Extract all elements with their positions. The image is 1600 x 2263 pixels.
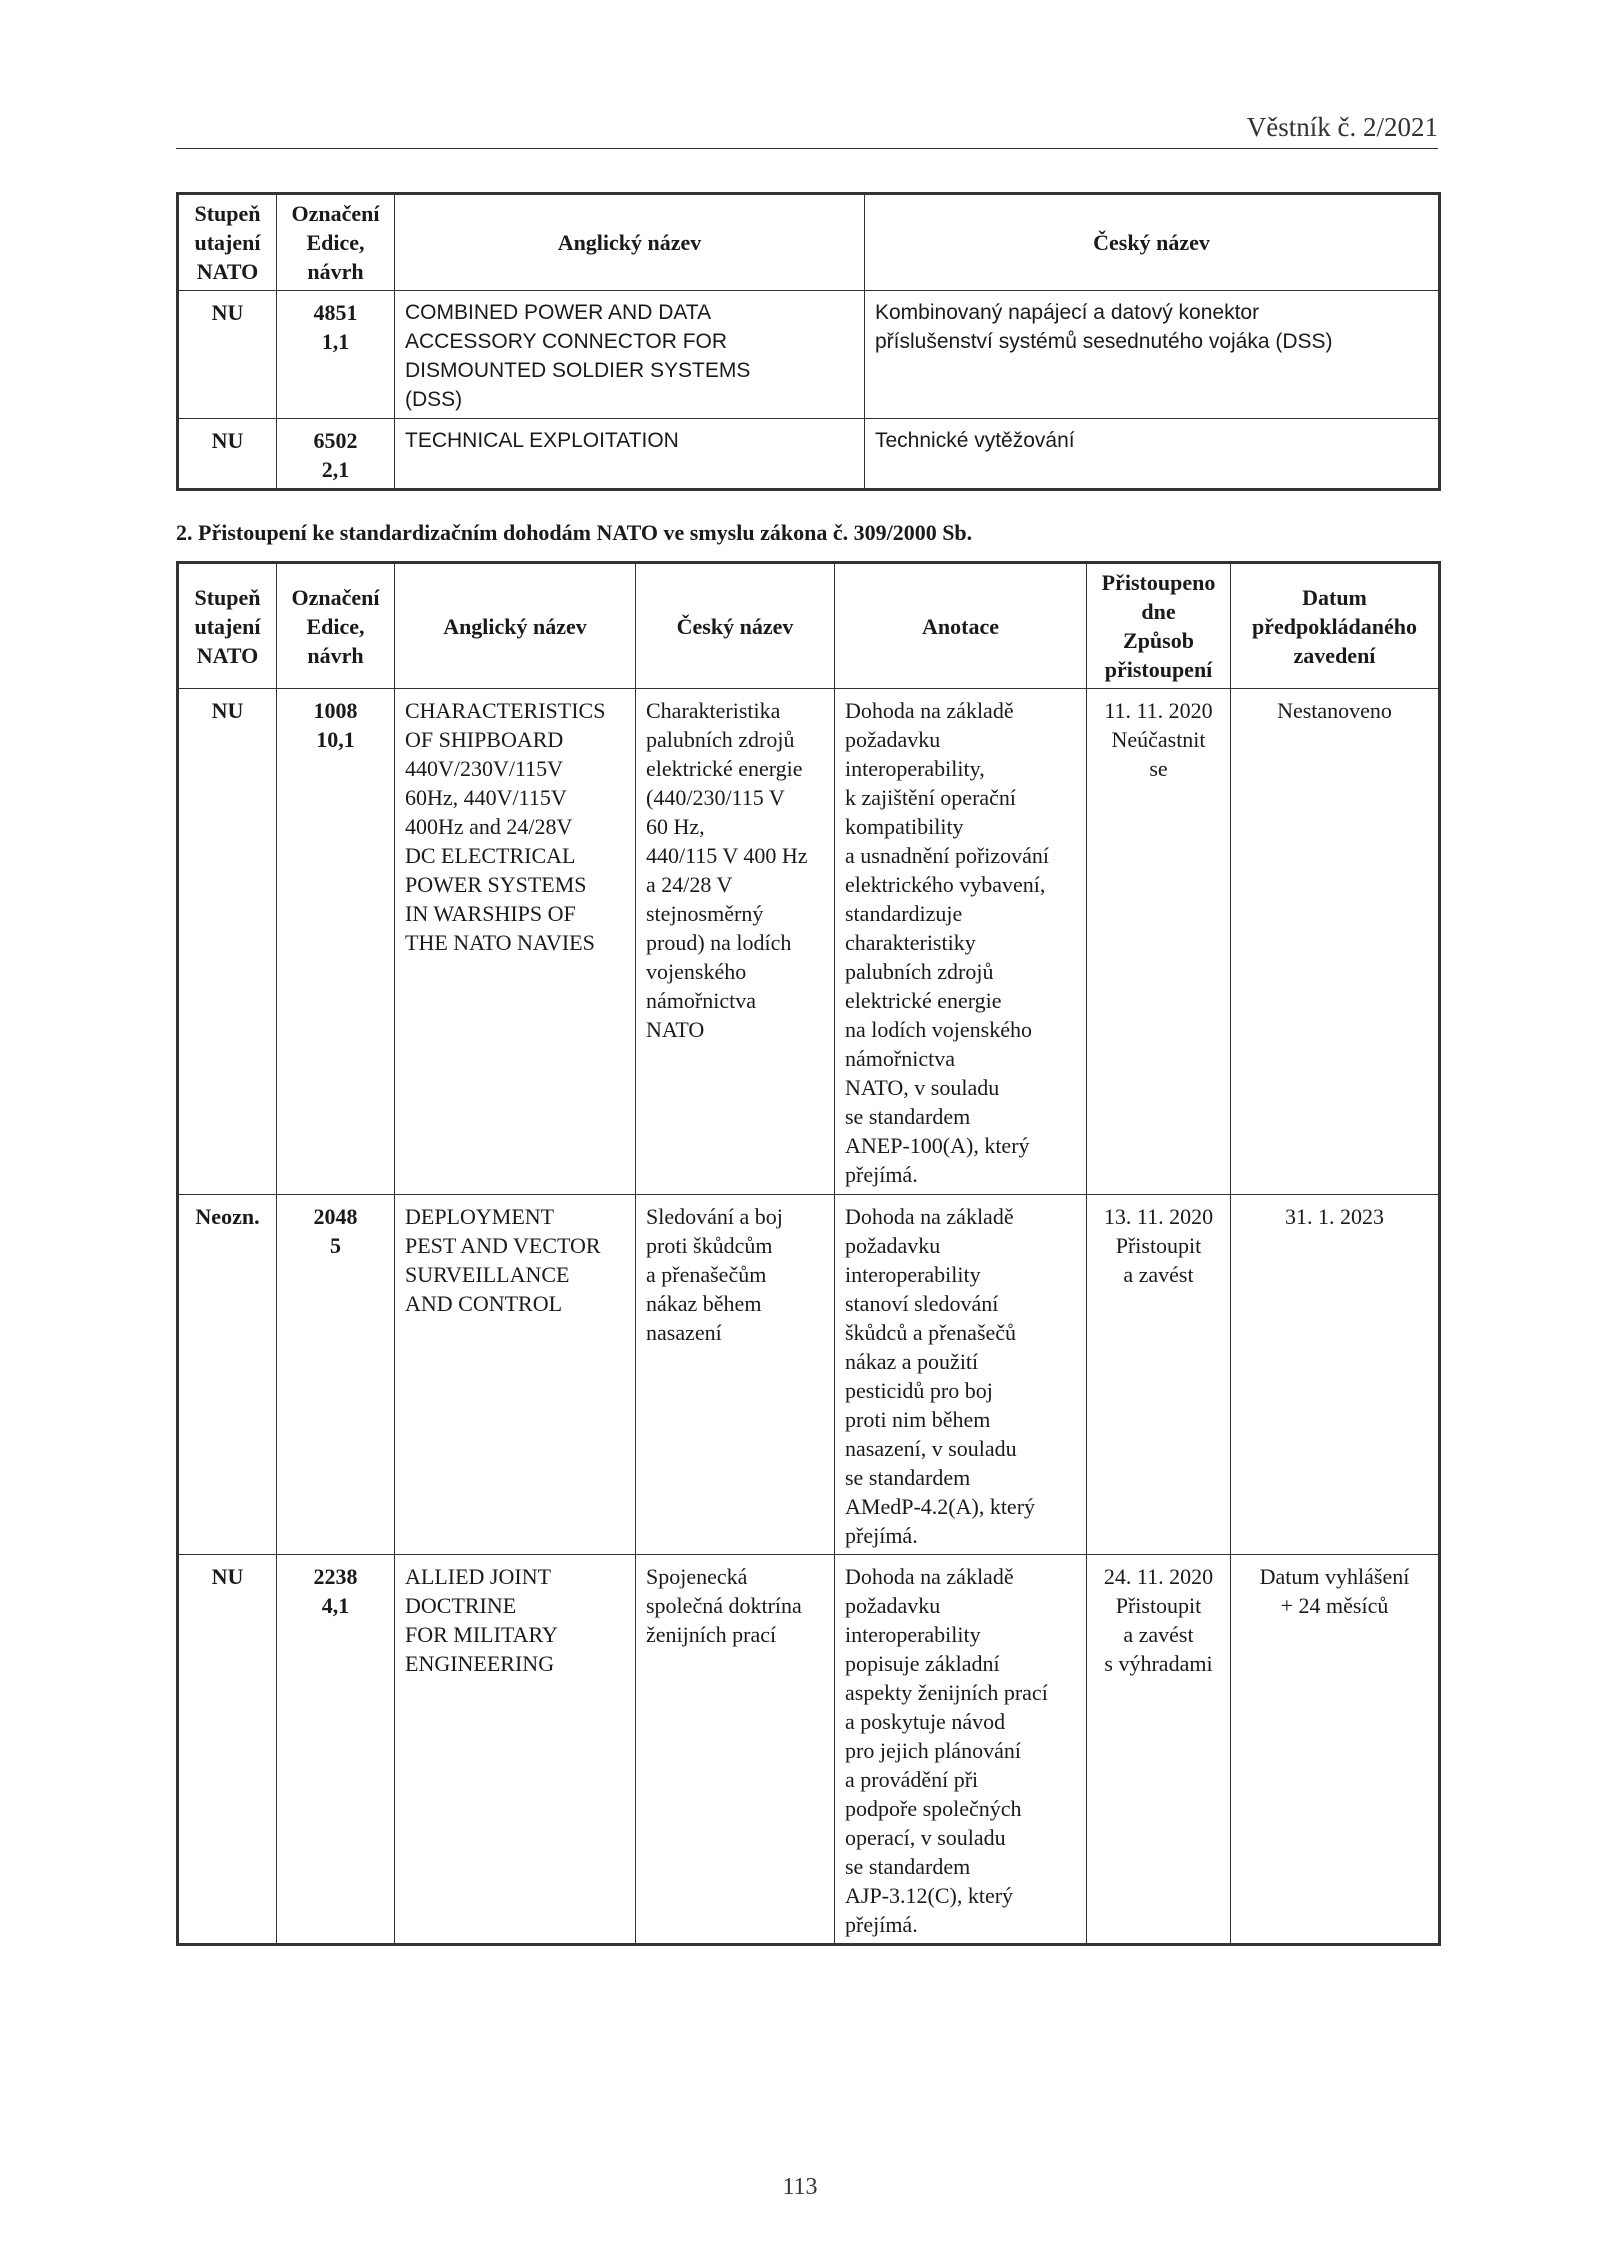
cell-date: 31. 1. 2023 bbox=[1231, 1195, 1440, 1555]
cell-level: NU bbox=[178, 419, 277, 490]
cell-accession: 13. 11. 2020 Přistoupit a zavést bbox=[1087, 1195, 1231, 1555]
table-row bbox=[178, 689, 1440, 1195]
col-header-code: Označení Edice, návrh bbox=[277, 194, 395, 291]
cell-annotation: Dohoda na základě požadavku interoperability popisuje základní aspekty ženijních prací a poskytuje návod pro jejich plánování a provádění při podpoře společných operací, v souladu se standardem AJP-3.12(C), který přejímá. bbox=[835, 1555, 1087, 1945]
col-header-level: Stupeň utajení NATO bbox=[178, 194, 277, 291]
cell-code: 1008 10,1 bbox=[277, 689, 395, 1195]
bulletin-title: Věstník č. 2/2021 bbox=[1246, 112, 1438, 142]
cell-date: Nestanoveno bbox=[1231, 689, 1440, 1195]
cell-english: TECHNICAL EXPLOITATION bbox=[395, 419, 865, 490]
col-header-code: Označení Edice, návrh bbox=[277, 563, 395, 689]
cell-code: 6502 2,1 bbox=[277, 419, 395, 490]
cell-level: NU bbox=[178, 1555, 277, 1945]
cell-czech: Kombinovaný napájecí a datový konektor příslušenství systémů sesednutého vojáka (DSS) bbox=[865, 291, 1440, 419]
table-row bbox=[178, 1195, 1440, 1555]
cell-code: 2048 5 bbox=[277, 1195, 395, 1555]
section-heading: 2. Přistoupení ke standardizačním dohodám NATO ve smyslu zákona č. 309/2000 Sb. bbox=[176, 520, 973, 545]
table-row bbox=[178, 1555, 1440, 1945]
col-header-english: Anglický název bbox=[395, 194, 865, 291]
standards-table-1 bbox=[176, 192, 1441, 491]
cell-date: Datum vyhlášení + 24 měsíců bbox=[1231, 1555, 1440, 1945]
col-header-date: Datum předpokládaného zavedení bbox=[1231, 563, 1440, 689]
col-header-english: Anglický název bbox=[395, 563, 636, 689]
cell-english: DEPLOYMENT PEST AND VECTOR SURVEILLANCE AND CONTROL bbox=[395, 1195, 636, 1555]
col-header-annotation: Anotace bbox=[835, 563, 1087, 689]
cell-annotation: Dohoda na základě požadavku interoperability, k zajištění operační kompatibility a usnadnění pořizování elektrického vybavení, standardizuje charakteristiky palubních zdrojů elektrické energie na lodích vojenského námořnictva NATO, v souladu se standardem ANEP-100(A), který přejímá. bbox=[835, 689, 1087, 1195]
cell-czech: Charakteristika palubních zdrojů elektrické energie (440/230/115 V 60 Hz, 440/115 V 400 Hz a 24/28 V stejnosměrný proud) na lodích vojenského námořnictva NATO bbox=[636, 689, 835, 1195]
cell-annotation: Dohoda na základě požadavku interoperability stanoví sledování škůdců a přenašečů nákaz a použití pesticidů pro boj proti nim během nasazení, v souladu se standardem AMedP-4.2(A), který přejímá. bbox=[835, 1195, 1087, 1555]
col-header-czech: Český název bbox=[865, 194, 1440, 291]
cell-english: ALLIED JOINT DOCTRINE FOR MILITARY ENGINEERING bbox=[395, 1555, 636, 1945]
cell-english: CHARACTERISTICS OF SHIPBOARD 440V/230V/115V 60Hz, 440V/115V 400Hz and 24/28V DC ELECTRICAL POWER SYSTEMS IN WARSHIPS OF THE NATO NAVIES bbox=[395, 689, 636, 1195]
table-header-row bbox=[178, 194, 1440, 291]
table-row bbox=[178, 291, 1440, 419]
table-row bbox=[178, 419, 1440, 490]
table-header-row bbox=[178, 563, 1440, 689]
cell-accession: 24. 11. 2020 Přistoupit a zavést s výhradami bbox=[1087, 1555, 1231, 1945]
cell-czech: Technické vytěžování bbox=[865, 419, 1440, 490]
col-header-accession: Přistoupeno dne Způsob přistoupení bbox=[1087, 563, 1231, 689]
cell-level: NU bbox=[178, 291, 277, 419]
cell-accession: 11. 11. 2020 Neúčastnit se bbox=[1087, 689, 1231, 1195]
cell-code: 4851 1,1 bbox=[277, 291, 395, 419]
cell-code: 2238 4,1 bbox=[277, 1555, 395, 1945]
cell-czech: Sledování a boj proti škůdcům a přenašečům nákaz během nasazení bbox=[636, 1195, 835, 1555]
col-header-level: Stupeň utajení NATO bbox=[178, 563, 277, 689]
cell-level: Neozn. bbox=[178, 1195, 277, 1555]
cell-czech: Spojenecká společná doktrína ženijních prací bbox=[636, 1555, 835, 1945]
page-number: 113 bbox=[782, 2174, 818, 2200]
standards-table-2 bbox=[176, 561, 1441, 1946]
cell-english: COMBINED POWER AND DATA ACCESSORY CONNECTOR FOR DISMOUNTED SOLDIER SYSTEMS (DSS) bbox=[395, 291, 865, 419]
page-header bbox=[176, 112, 1438, 149]
col-header-czech: Český název bbox=[636, 563, 835, 689]
cell-level: NU bbox=[178, 689, 277, 1195]
